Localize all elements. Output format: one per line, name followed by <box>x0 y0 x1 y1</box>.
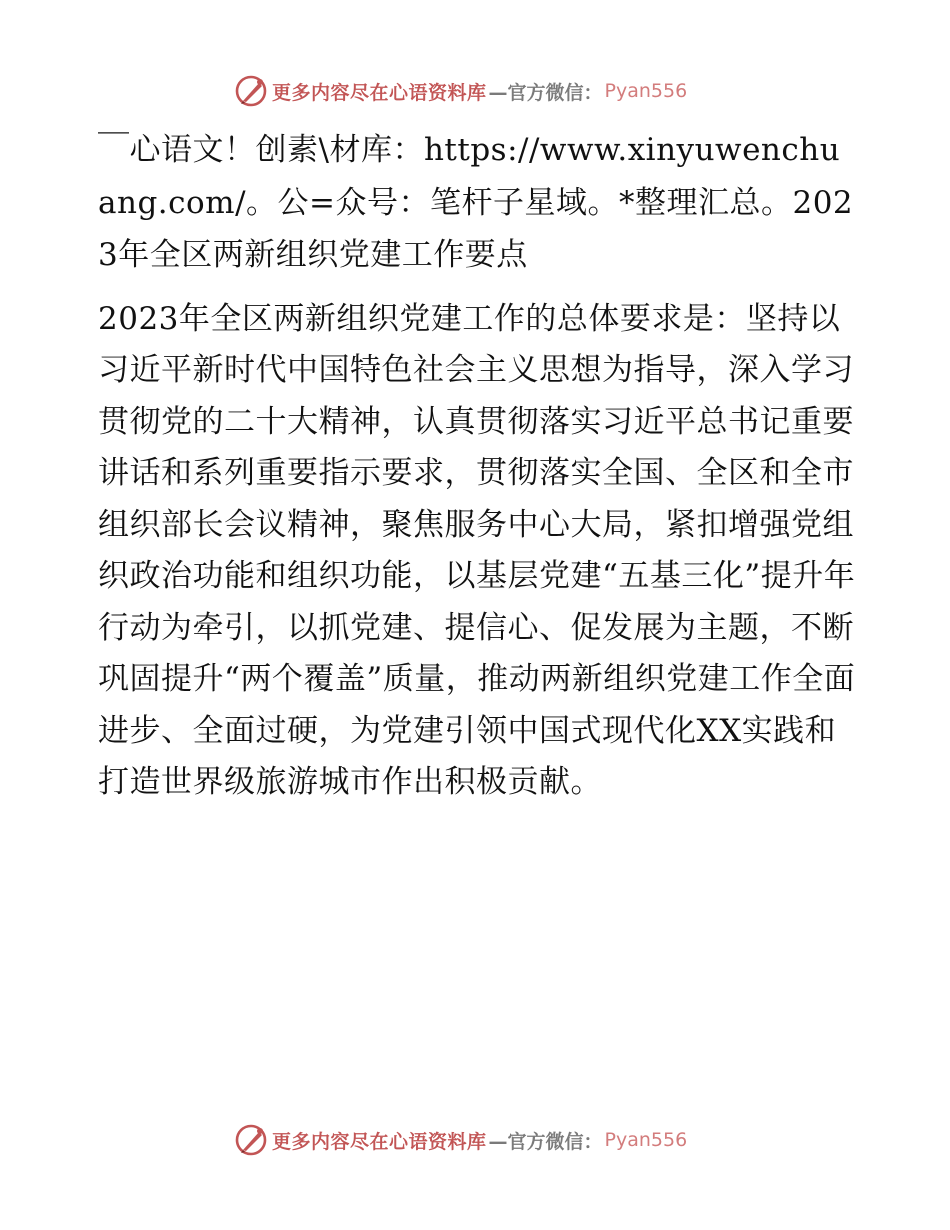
banner-text-main: 更多内容尽在心语资料库 <box>272 81 487 104</box>
heading-paragraph: ￣心语文！创素\材库：https://www.xinyuwenchuang.com/。公=众号：笔杆子星域。*整理汇总。2023年全区两新组织党建工作要点 <box>98 132 854 273</box>
banner-wechat-id: Pyan556 <box>604 80 688 102</box>
banner-text-dash: —官方微信： <box>488 1130 603 1153</box>
document-body <box>98 124 858 809</box>
body-paragraph: 2023年全区两新组织党建工作的总体要求是：坚持以习近平新时代中国特色社会主义思想为指导，深入学习贯彻党的二十大精神，认真贯彻落实习近平总书记重要讲话和系列重要指示要求，贯彻落实全国、全区和全市组织部长会议精神，聚焦服务中心大局，紧扣增强党组织政治功能和组织功能，以基层党建“五基三化”提升年行动为牵引，以抓党建、提信心、促发展为主题，不断巩固提升“两个覆盖”质量，推动两新组织党建工作全面进步、全面过硬，为党建引领中国式现代化XX实践和打造世界级旅游城市作出积极贡献。 <box>98 300 856 800</box>
banner-text-main: 更多内容尽在心语资料库 <box>272 1130 487 1153</box>
header-watermark-banner <box>234 74 687 108</box>
quill-pen-logo-icon <box>234 1123 268 1157</box>
quill-pen-logo-icon <box>234 74 268 108</box>
footer-watermark-banner <box>234 1123 687 1157</box>
banner-wechat-id: Pyan556 <box>604 1129 688 1151</box>
banner-text-dash: —官方微信： <box>488 81 603 104</box>
